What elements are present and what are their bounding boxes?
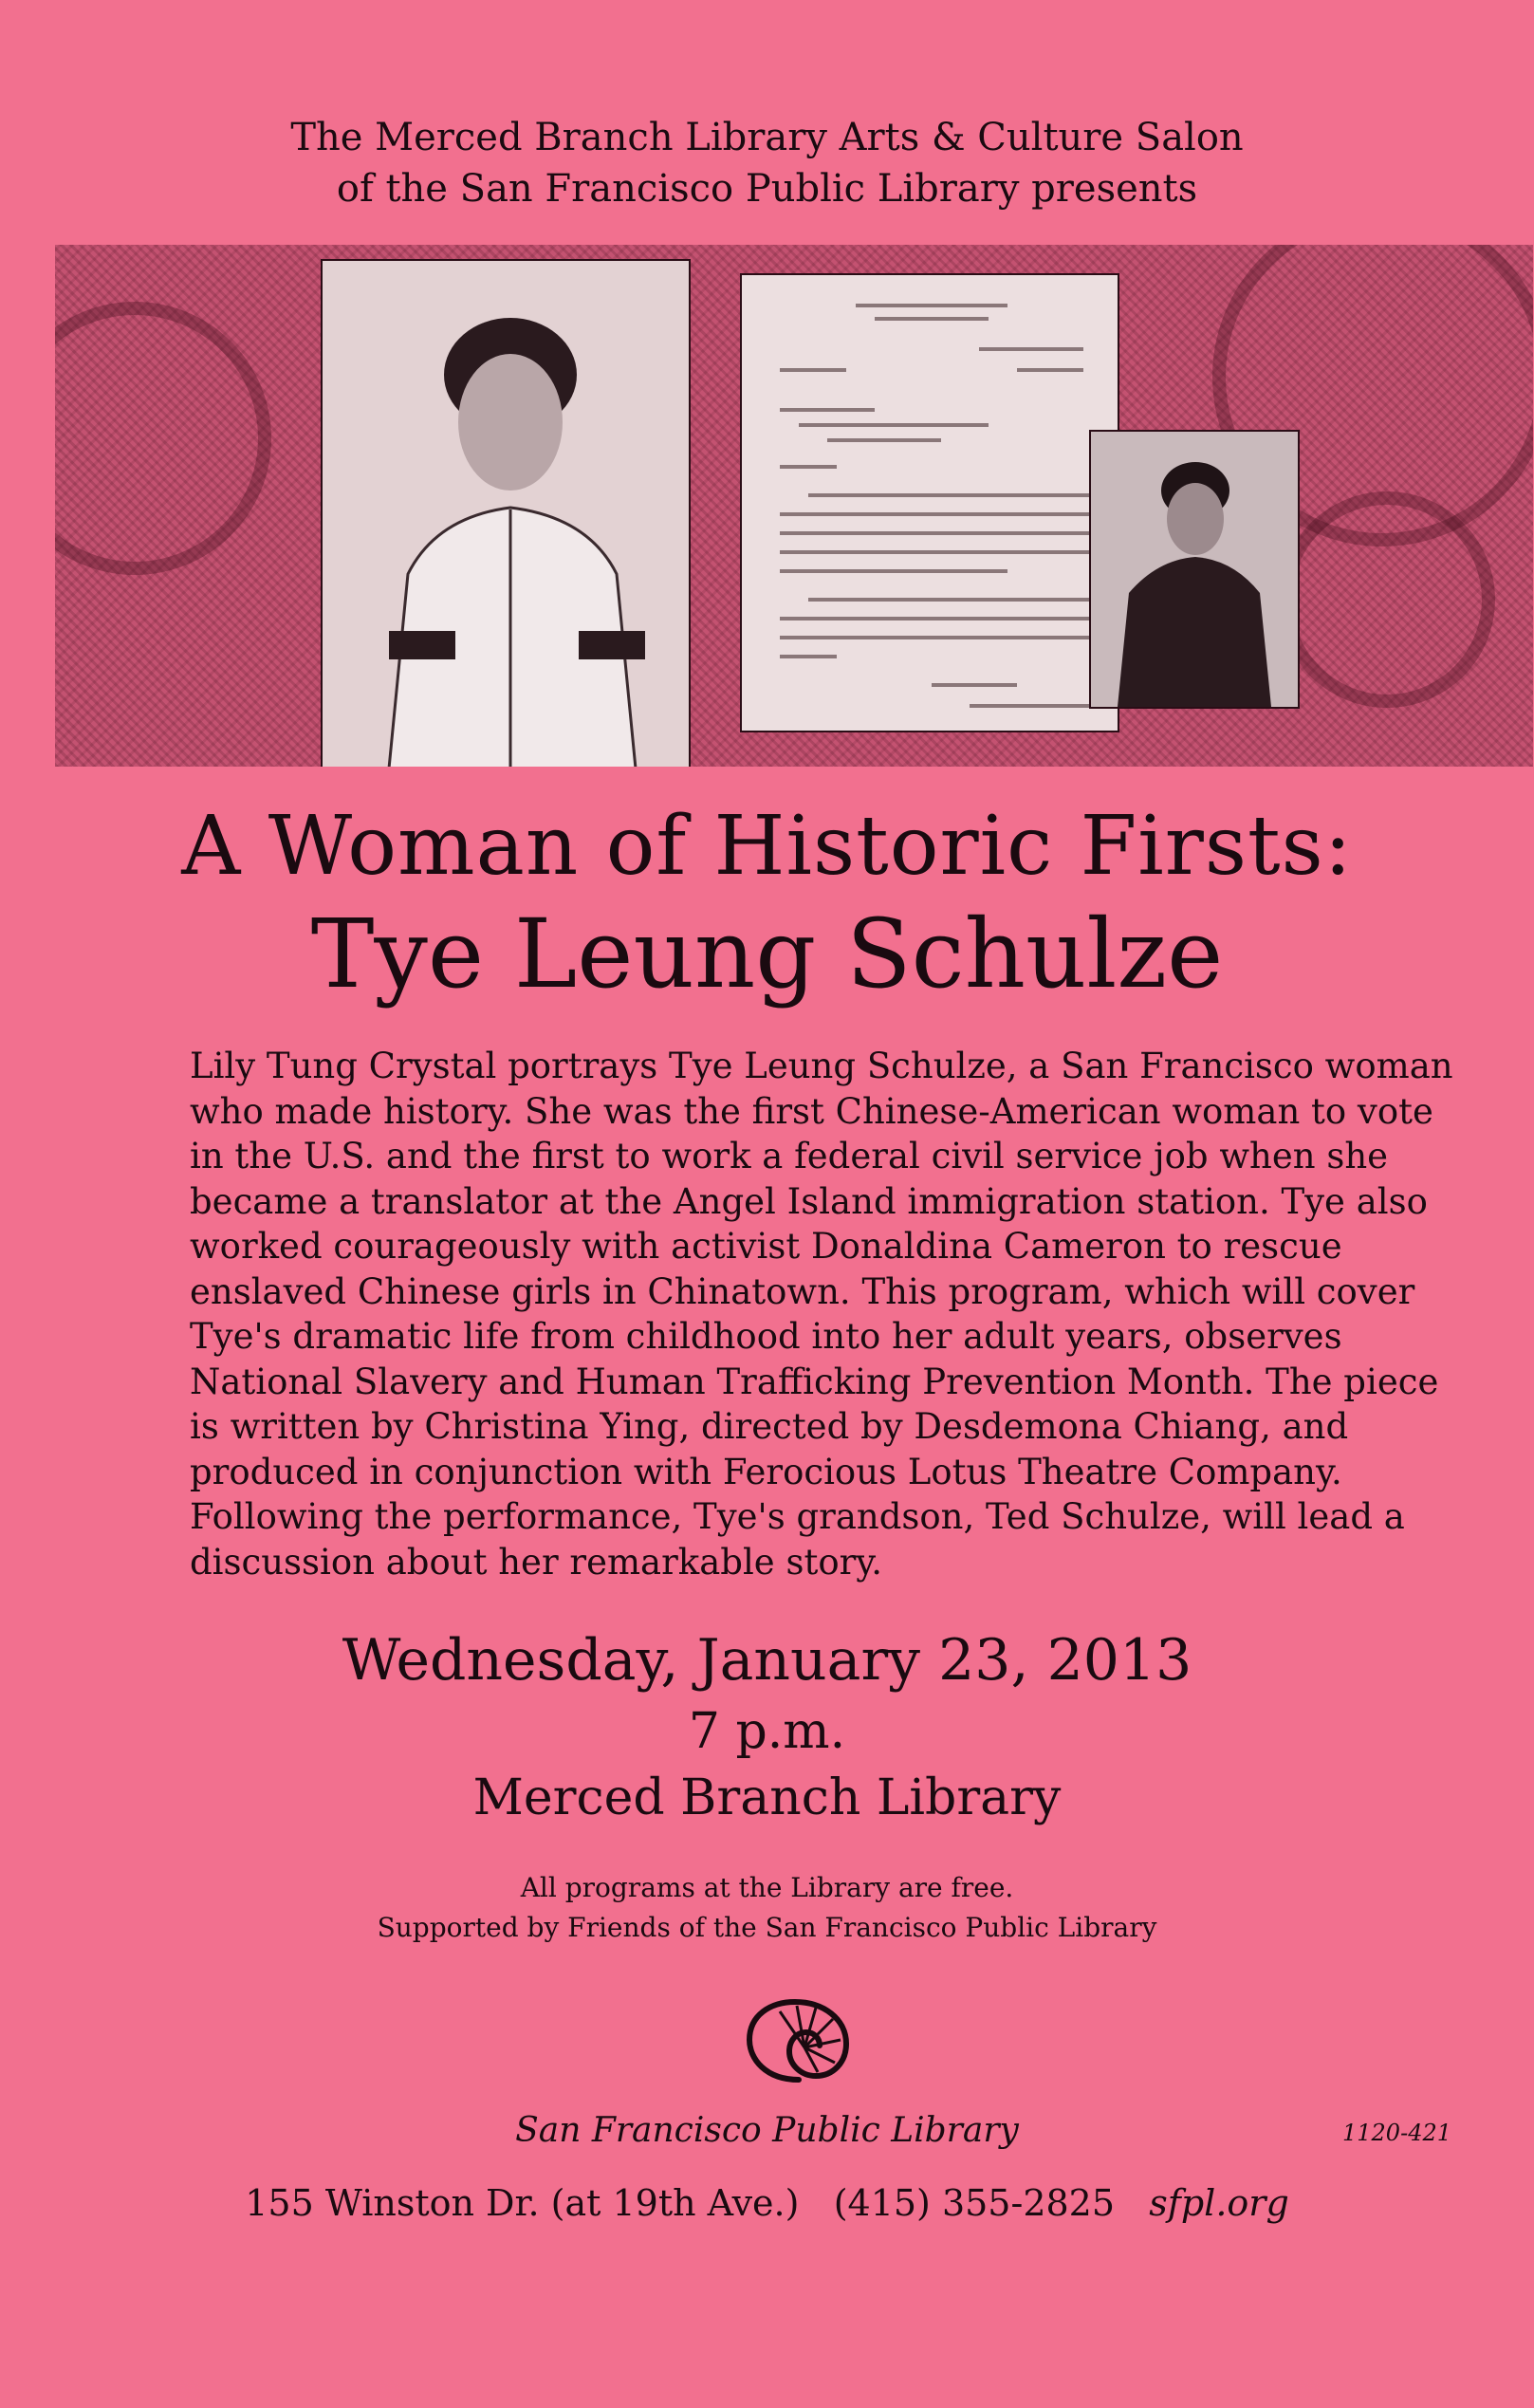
sfpl-shell-logo-icon [742, 1996, 856, 2087]
contact-line [0, 2178, 1534, 2228]
street-address: 155 Winston Dr. (at 19th Ave.) [245, 2182, 800, 2224]
support-note: Supported by Friends of the San Francisco Public Library [377, 1912, 1157, 1943]
ornament-right-lower [1279, 491, 1495, 708]
event-title-line-1: A Woman of Historic Firsts: [181, 799, 1353, 894]
photo-banner [55, 245, 1533, 767]
website-link[interactable]: sfpl.org [1149, 2182, 1289, 2224]
flyer-code: 1120-421 [1342, 2120, 1451, 2146]
free-programs-note: All programs at the Library are free. [520, 1872, 1014, 1903]
presenter-heading [0, 112, 1534, 214]
event-time: 7 p.m. [688, 1703, 846, 1760]
portrait-figure-icon [323, 261, 689, 767]
library-name: San Francisco Public Library [515, 2111, 1019, 2150]
phone-number: (415) 355-2825 [833, 2182, 1116, 2224]
presenter-line-2: of the San Francisco Public Library presents [336, 167, 1198, 211]
portrait-photo-adult-woman [1089, 430, 1300, 709]
portrait-photo-young-woman [321, 259, 691, 767]
document-letter-image [740, 273, 1119, 732]
portrait-figure-icon [1091, 432, 1298, 707]
presenter-line-1: The Merced Branch Library Arts & Culture Salon [290, 116, 1244, 159]
ornament-left [55, 302, 271, 575]
event-title-line-2: Tye Leung Schulze [310, 898, 1224, 1010]
event-date: Wednesday, January 23, 2013 [342, 1627, 1192, 1694]
event-venue: Merced Branch Library [472, 1769, 1062, 1826]
event-description: Lily Tung Crystal portrays Tye Leung Schulze, a San Francisco woman who made history. She was the first Chinese-American woman to vote in the U.S. and the first to work a federal civil service job when she became a translator at the Angel Island immigration station. Tye also worked courageously with activist Donaldina Cameron to rescue enslaved Chinese girls in Chinatown. This program, which will cover Tye's dramatic life from childhood into her adult years, observes National Slavery and Human Trafficking Prevention Month. The piece is written by Christina Ying, directed by Desdemona Chiang, and produced in conjunction with Ferocious Lotus Theatre Company. Following the performance, Tye's grandson, Ted Schulze, will lead a discussion about her remarkable story. [190, 1046, 1453, 1583]
